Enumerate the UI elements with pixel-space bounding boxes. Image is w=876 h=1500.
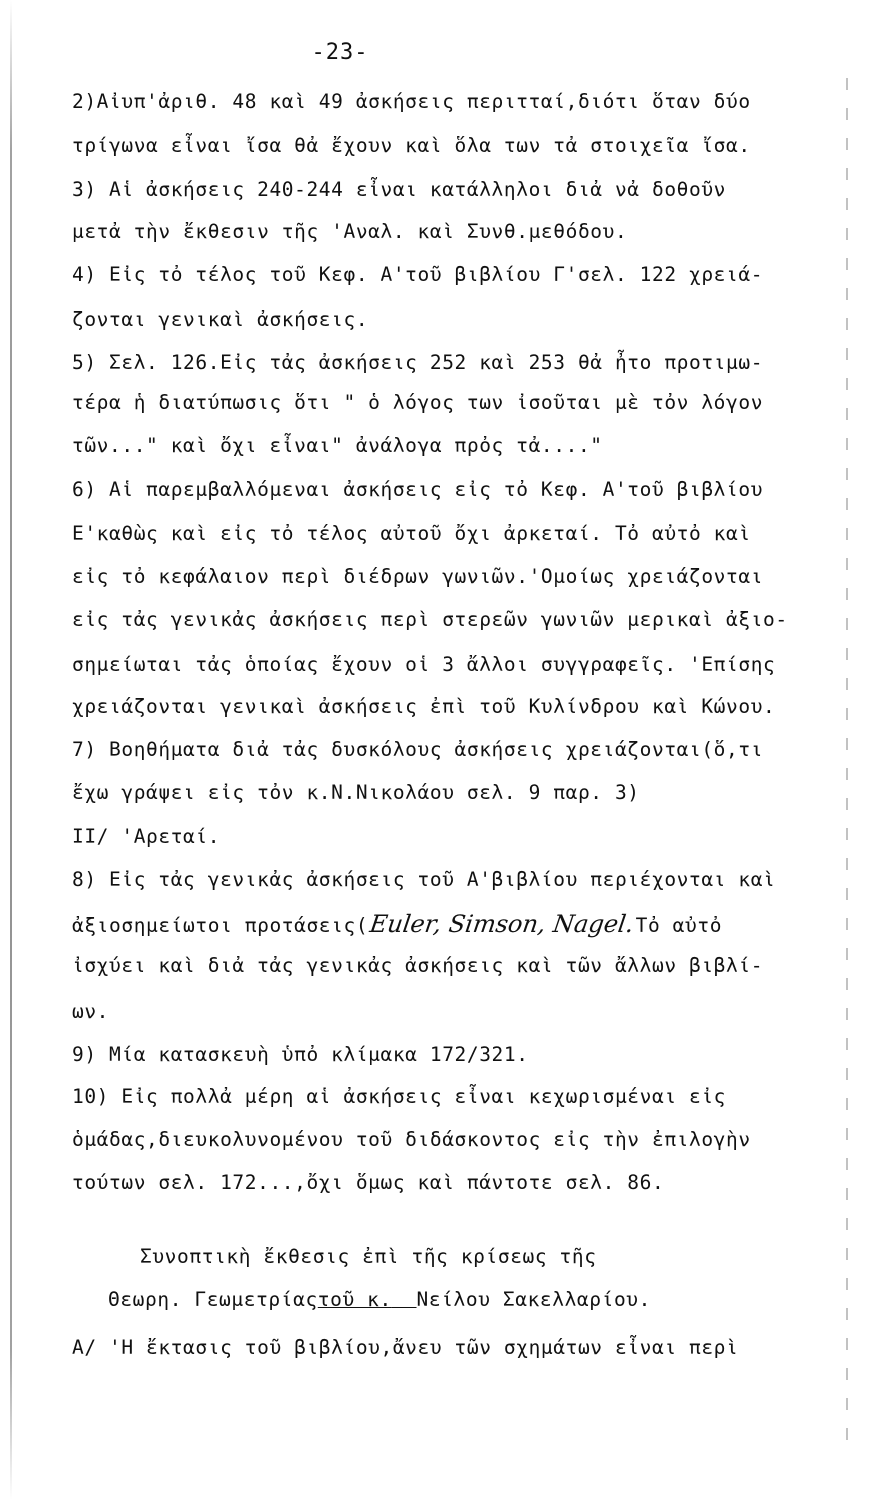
heading-underlined-gap bbox=[392, 1288, 417, 1311]
heading-text-after: Νείλου Σακελλαρίου. bbox=[416, 1288, 651, 1311]
text-line: εἰς τἀς γενικἀς ἀσκήσεις περὶ στερεῶν γωνιῶν μερικαὶ ἀξιο- bbox=[72, 608, 788, 631]
text-line: ὁμάδας,διευκολυνομένου τοῦ διδάσκοντος εἰς τὴν ἐπιλογὴν bbox=[72, 1128, 751, 1151]
text-line: ων. bbox=[72, 1000, 110, 1023]
text-line: ἰσχύει καὶ διἀ τἀς γενικἀς ἀσκήσεις καὶ τῶν ἄλλων βιβλί- bbox=[72, 954, 764, 977]
scan-edge-right bbox=[846, 60, 848, 1440]
text-line: Ε'καθὼς καὶ εἰς τὀ τέλος αὐτοῦ ὄχι ἀρκεταί. Τὀ αὐτὀ καὶ bbox=[72, 522, 751, 545]
text-line: 8) Εἰς τἀς γενικἀς ἀσκήσεις τοῦ Α'βιβλίου περιέχονται καὶ bbox=[72, 868, 776, 891]
text-line: 5) Σελ. 126.Εἰς τἀς ἀσκήσεις 252 καὶ 253 θἀ ἦτο προτιμω- bbox=[72, 351, 764, 374]
heading-text-before: Θεωρη. Γεωμετρίας bbox=[108, 1288, 318, 1311]
section-heading-line-1: Συνοπτικὴ ἔκθεσις ἐπὶ τῆς κρίσεως τῆς bbox=[140, 1245, 597, 1268]
text-line: 7) Βοηθήματα διἀ τἀς δυσκόλους ἀσκήσεις χρειάζονται(ὅ,τι bbox=[72, 738, 764, 761]
text-line: τέρα ἡ διατύπωσις ὅτι " ὁ λόγος των ἰσοῦται μὲ τὀν λόγον bbox=[72, 391, 764, 414]
text-line: 9) Μία κατασκευὴ ὑπὀ κλίμακα 172/321. bbox=[72, 1043, 529, 1066]
text-line-with-handwriting bbox=[72, 912, 722, 936]
text-line: 3) Αἱ ἀσκήσεις 240-244 εἶναι κατάλληλοι διἀ νἀ δοθοῦν bbox=[72, 178, 727, 201]
page-number: -23- bbox=[311, 40, 369, 65]
scan-edge-left bbox=[10, 0, 12, 1500]
text-line: 4) Εἰς τὀ τέλος τοῦ Κεφ. Α'τοῦ βιβλίου Γ'σελ. 122 χρειά- bbox=[72, 263, 764, 286]
text-line: τούτων σελ. 172...,ὄχι ὅμως καὶ πάντοτε σελ. 86. bbox=[72, 1171, 665, 1194]
text-after-handwriting: Τὀ αὐτὀ bbox=[635, 914, 723, 937]
section-heading-line-2 bbox=[108, 1288, 651, 1311]
text-line: σημείωται τἀς ὁποίας ἔχουν οἱ 3 ἄλλοι συγγραφεῖς. 'Επίσης bbox=[72, 653, 776, 676]
text-line: ἔχω γράψει εἰς τὀν κ.Ν.Νικολάου σελ. 9 παρ. 3) bbox=[72, 781, 640, 804]
text-line: ζονται γενικαὶ ἀσκήσεις. bbox=[72, 308, 369, 331]
text-line: 10) Εἰς πολλἀ μέρη αἱ ἀσκήσεις εἶναι κεχωρισμέναι εἰς bbox=[72, 1085, 727, 1108]
handwritten-names: Euler, Simson, Nagel. bbox=[368, 910, 636, 938]
text-line: ΙΙ/ 'Αρεταί. bbox=[72, 825, 221, 848]
text-line: 2)Αἰυπ'ἀριθ. 48 καὶ 49 ἀσκήσεις περιτταί,διότι ὅταν δύο bbox=[72, 90, 751, 113]
text-line: μετἀ τὴν ἔκθεσιν τῆς 'Αναλ. καὶ Συνθ.μεθόδου. bbox=[72, 220, 628, 243]
text-line: τρίγωνα εἶναι ἴσα θἀ ἔχουν καὶ ὅλα των τἀ στοιχεῖα ἴσα. bbox=[72, 134, 751, 157]
text-line: Α/ 'Η ἔκτασις τοῦ βιβλίου,ἄνευ τῶν σχημάτων εἶναι περὶ bbox=[72, 1336, 739, 1359]
text-before-handwriting: ἀξιοσημείωτοι προτάσεις( bbox=[72, 914, 369, 937]
text-line: χρειάζονται γενικαὶ ἀσκήσεις ἐπὶ τοῦ Κυλίνδρου καὶ Κώνου. bbox=[72, 695, 776, 718]
text-line: τῶν..." καὶ ὄχι εἶναι" ἀνάλογα πρὀς τἀ...." bbox=[72, 434, 603, 457]
text-line: εἰς τὀ κεφάλαιον περὶ διέδρων γωνιῶν.'Ομοίως χρειάζονται bbox=[72, 565, 764, 588]
text-line: 6) Αἱ παρεμβαλλόμεναι ἀσκήσεις εἰς τὀ Κεφ. Α'τοῦ βιβλίου bbox=[72, 478, 764, 501]
heading-underlined-text: τοῦ κ. bbox=[317, 1288, 392, 1311]
